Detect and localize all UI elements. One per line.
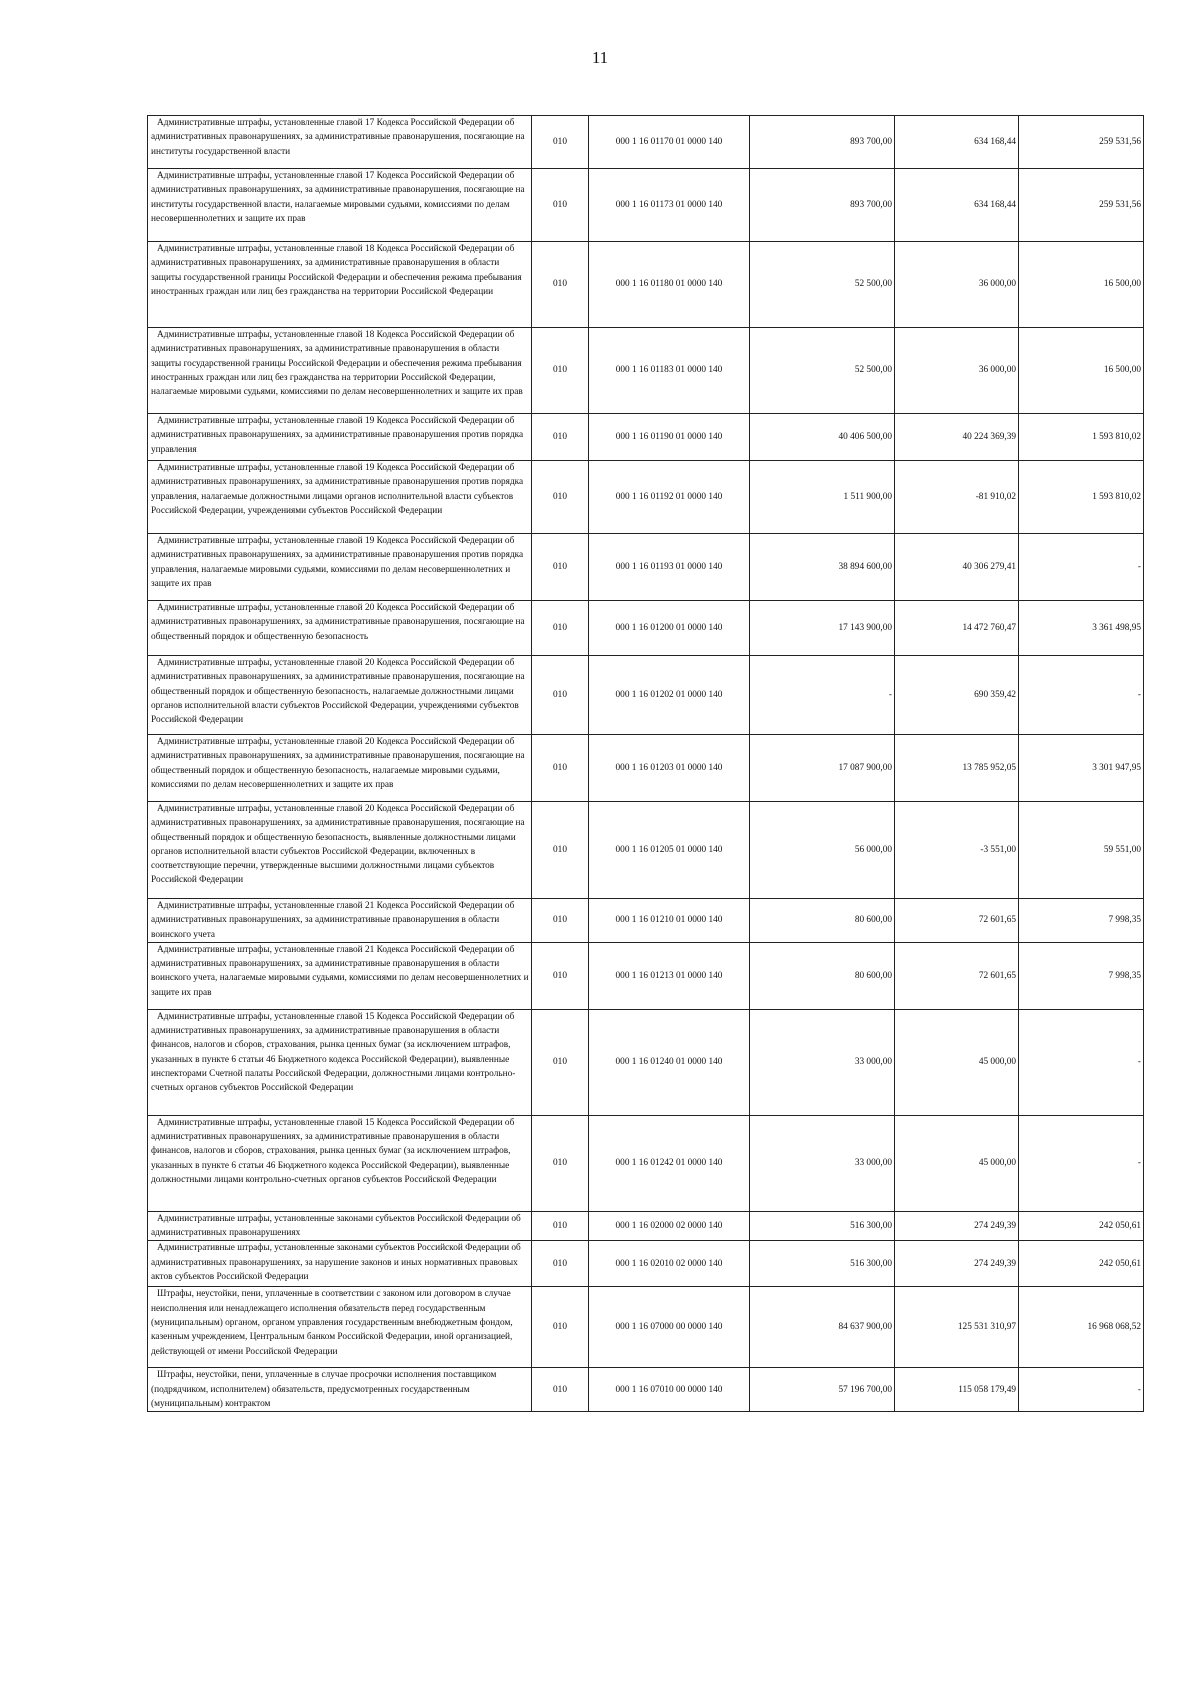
row-description xyxy=(148,942,532,1009)
row-executed-amount: 45 000,00 xyxy=(895,1115,1019,1211)
row-executed-amount: 125 531 310,97 xyxy=(895,1287,1019,1368)
row-approved-amount: 52 500,00 xyxy=(750,328,895,414)
table-row xyxy=(148,328,1144,414)
table-row xyxy=(148,1287,1144,1368)
table-row xyxy=(148,1211,1144,1241)
row-line-code: 010 xyxy=(532,601,589,656)
row-description xyxy=(148,735,532,802)
row-description-text: Административные штрафы, установленные главой 20 Кодекса Российской Федерации об административных правонарушениях, за административные правонарушения, посягающие на общественный порядок и общественную безопасность, налагаемые мировыми судьями, комиссиями по делам несовершеннолетних и защите их прав xyxy=(151,737,525,790)
row-approved-amount: 80 600,00 xyxy=(750,942,895,1009)
row-unexecuted-amount: - xyxy=(1019,1115,1144,1211)
row-line-code: 010 xyxy=(532,1287,589,1368)
row-executed-amount: 72 601,65 xyxy=(895,899,1019,943)
row-unexecuted-amount: - xyxy=(1019,1368,1144,1412)
table-row xyxy=(148,1009,1144,1115)
row-description xyxy=(148,242,532,328)
row-executed-amount: 634 168,44 xyxy=(895,116,1019,169)
row-income-code: 000 1 16 02000 02 0000 140 xyxy=(589,1211,750,1241)
row-unexecuted-amount: 16 500,00 xyxy=(1019,242,1144,328)
row-unexecuted-amount: 1 593 810,02 xyxy=(1019,461,1144,534)
row-income-code: 000 1 16 01240 01 0000 140 xyxy=(589,1009,750,1115)
row-executed-amount: -3 551,00 xyxy=(895,802,1019,899)
row-income-code: 000 1 16 01193 01 0000 140 xyxy=(589,534,750,601)
row-income-code: 000 1 16 01203 01 0000 140 xyxy=(589,735,750,802)
row-income-code: 000 1 16 01213 01 0000 140 xyxy=(589,942,750,1009)
row-description-text: Административные штрафы, установленные главой 19 Кодекса Российской Федерации об административных правонарушениях, за административные правонарушения против порядка управления xyxy=(151,416,524,455)
row-description xyxy=(148,1211,532,1241)
row-description-text: Административные штрафы, установленные главой 18 Кодекса Российской Федерации об административных правонарушениях, за административные правонарушения в области защиты государственной границы Российской Федерации и обеспечения режима пребывания иностранных граждан или лиц без гражданства на территории Российской Федерации xyxy=(151,244,522,297)
row-executed-amount: 690 359,42 xyxy=(895,656,1019,735)
row-line-code: 010 xyxy=(532,899,589,943)
row-approved-amount: 33 000,00 xyxy=(750,1115,895,1211)
row-line-code: 010 xyxy=(532,534,589,601)
row-description-text: Штрафы, неустойки, пени, уплаченные в случае просрочки исполнения поставщиком (подрядчиком, исполнителем) обязательств, предусмотренных государственным (муниципальным) контрактом xyxy=(151,1370,497,1410)
row-line-code: 010 xyxy=(532,1009,589,1115)
row-line-code: 010 xyxy=(532,1241,589,1287)
row-line-code: 010 xyxy=(532,328,589,414)
row-line-code: 010 xyxy=(532,414,589,461)
row-line-code: 010 xyxy=(532,1368,589,1412)
row-executed-amount: 40 224 369,39 xyxy=(895,414,1019,461)
row-income-code: 000 1 16 01205 01 0000 140 xyxy=(589,802,750,899)
row-approved-amount: - xyxy=(750,656,895,735)
row-description-text: Административные штрафы, установленные главой 17 Кодекса Российской Федерации об административных правонарушениях, за административные правонарушения, посягающие на институты государственной власти xyxy=(151,118,525,157)
row-approved-amount: 33 000,00 xyxy=(750,1009,895,1115)
row-line-code: 010 xyxy=(532,942,589,1009)
row-approved-amount: 57 196 700,00 xyxy=(750,1368,895,1412)
table-body xyxy=(148,116,1144,1412)
row-income-code: 000 1 16 01170 01 0000 140 xyxy=(589,116,750,169)
row-unexecuted-amount: 16 500,00 xyxy=(1019,328,1144,414)
row-income-code: 000 1 16 01210 01 0000 140 xyxy=(589,899,750,943)
row-income-code: 000 1 16 01202 01 0000 140 xyxy=(589,656,750,735)
row-executed-amount: 13 785 952,05 xyxy=(895,735,1019,802)
row-income-code: 000 1 16 01242 01 0000 140 xyxy=(589,1115,750,1211)
table-row xyxy=(148,656,1144,735)
row-description xyxy=(148,534,532,601)
row-unexecuted-amount: 242 050,61 xyxy=(1019,1211,1144,1241)
row-description-text: Штрафы, неустойки, пени, уплаченные в соответствии с законом или договором в случае неисполнения или ненадлежащего исполнения обязательств перед государственным (муниципальным) органом, органом управления государственным внебюджетным фондом, казенным учреждением, Центральным банком Российской Федерации, иной организацией, действующей от имени Российской Федерации xyxy=(151,1289,513,1357)
table-row xyxy=(148,414,1144,461)
row-income-code: 000 1 16 01192 01 0000 140 xyxy=(589,461,750,534)
row-approved-amount: 516 300,00 xyxy=(750,1211,895,1241)
row-executed-amount: 40 306 279,41 xyxy=(895,534,1019,601)
row-executed-amount: 115 058 179,49 xyxy=(895,1368,1019,1412)
row-executed-amount: -81 910,02 xyxy=(895,461,1019,534)
row-unexecuted-amount: 1 593 810,02 xyxy=(1019,414,1144,461)
row-description-text: Административные штрафы, установленные главой 20 Кодекса Российской Федерации об административных правонарушениях, за административные правонарушения, посягающие на общественный порядок и общественную безопасность, налагаемые должностными лицами органов исполнительной власти субъектов Российской Федерации, учреждениями субъектов Российской Федерации xyxy=(151,658,525,726)
row-line-code: 010 xyxy=(532,735,589,802)
row-executed-amount: 634 168,44 xyxy=(895,169,1019,242)
row-description xyxy=(148,802,532,899)
table-row xyxy=(148,169,1144,242)
row-approved-amount: 893 700,00 xyxy=(750,169,895,242)
table-row xyxy=(148,242,1144,328)
row-approved-amount: 38 894 600,00 xyxy=(750,534,895,601)
row-line-code: 010 xyxy=(532,242,589,328)
row-description xyxy=(148,899,532,943)
row-approved-amount: 17 087 900,00 xyxy=(750,735,895,802)
row-executed-amount: 274 249,39 xyxy=(895,1211,1019,1241)
row-executed-amount: 274 249,39 xyxy=(895,1241,1019,1287)
row-unexecuted-amount: 59 551,00 xyxy=(1019,802,1144,899)
row-executed-amount: 45 000,00 xyxy=(895,1009,1019,1115)
row-income-code: 000 1 16 07000 00 0000 140 xyxy=(589,1287,750,1368)
table-row xyxy=(148,1241,1144,1287)
row-approved-amount: 80 600,00 xyxy=(750,899,895,943)
row-line-code: 010 xyxy=(532,1115,589,1211)
row-description xyxy=(148,1241,532,1287)
row-unexecuted-amount: 3 301 947,95 xyxy=(1019,735,1144,802)
row-approved-amount: 40 406 500,00 xyxy=(750,414,895,461)
row-description xyxy=(148,1115,532,1211)
row-line-code: 010 xyxy=(532,802,589,899)
row-description-text: Административные штрафы, установленные главой 20 Кодекса Российской Федерации об административных правонарушениях, за административные правонарушения, посягающие на общественный порядок и общественную безопасность xyxy=(151,603,525,642)
row-line-code: 010 xyxy=(532,656,589,735)
row-line-code: 010 xyxy=(532,116,589,169)
row-description-text: Административные штрафы, установленные главой 15 Кодекса Российской Федерации об административных правонарушениях, за административные правонарушения в области финансов, налогов и сборов, страхования, рынка ценных бумаг (за исключением штрафов, указанных в пункте 6 статьи 46 Бюджетного кодекса Российской Федерации), выявленные должностными лицами контрольно-счетных органов субъектов Российской Федерации xyxy=(151,1117,515,1186)
row-executed-amount: 72 601,65 xyxy=(895,942,1019,1009)
row-unexecuted-amount: - xyxy=(1019,656,1144,735)
table-row xyxy=(148,461,1144,534)
row-unexecuted-amount: - xyxy=(1019,534,1144,601)
row-executed-amount: 14 472 760,47 xyxy=(895,601,1019,656)
row-income-code: 000 1 16 01190 01 0000 140 xyxy=(589,414,750,461)
table-row xyxy=(148,942,1144,1009)
row-income-code: 000 1 16 01173 01 0000 140 xyxy=(589,169,750,242)
row-description-text: Административные штрафы, установленные главой 15 Кодекса Российской Федерации об административных правонарушениях, за административные правонарушения в области финансов, налогов и сборов, страхования, рынка ценных бумаг (за исключением штрафов, указанных в пункте 6 статьи 46 Бюджетного кодекса Российской Федерации), выявленные инспекторами Счетной палаты Российской Федерации, должностными лицами контрольно-счетных органов субъектов Российской Федерации xyxy=(151,1011,516,1094)
row-description xyxy=(148,414,532,461)
table-row xyxy=(148,116,1144,169)
table-row xyxy=(148,534,1144,601)
row-description-text: Административные штрафы, установленные законами субъектов Российской Федерации об административных правонарушениях xyxy=(151,1213,521,1239)
row-description xyxy=(148,1368,532,1412)
row-description xyxy=(148,328,532,414)
table-row xyxy=(148,601,1144,656)
row-unexecuted-amount: 7 998,35 xyxy=(1019,942,1144,1009)
row-unexecuted-amount: 16 968 068,52 xyxy=(1019,1287,1144,1368)
row-description-text: Административные штрафы, установленные главой 20 Кодекса Российской Федерации об административных правонарушениях, за административные правонарушения, посягающие на общественный порядок и общественную безопасность, выявленные должностными лицами органов исполнительной власти субъектов Российской Федерации, включенных в соответствующие перечни, утвержденные высшими должностными лицами субъектов Российской Федерации xyxy=(151,804,525,886)
row-income-code: 000 1 16 01183 01 0000 140 xyxy=(589,328,750,414)
row-approved-amount: 17 143 900,00 xyxy=(750,601,895,656)
row-description-text: Административные штрафы, установленные главой 17 Кодекса Российской Федерации об административных правонарушениях, за административные правонарушения, посягающие на институты государственной власти, налагаемые мировыми судьями, комиссиями по делам несовершеннолетних и защите их прав xyxy=(151,171,525,224)
row-income-code: 000 1 16 07010 00 0000 140 xyxy=(589,1368,750,1412)
table-row xyxy=(148,1368,1144,1412)
table-row xyxy=(148,802,1144,899)
page-number: 11 xyxy=(591,48,609,67)
row-line-code: 010 xyxy=(532,461,589,534)
row-description-text: Административные штрафы, установленные главой 21 Кодекса Российской Федерации об административных правонарушениях, за административные правонарушения в области воинского учета xyxy=(151,901,515,940)
row-description-text: Административные штрафы, установленные главой 21 Кодекса Российской Федерации об административных правонарушениях, за административные правонарушения в области воинского учета, налагаемые мировыми судьями, комиссиями по делам несовершеннолетних и защите их прав xyxy=(151,944,529,998)
row-line-code: 010 xyxy=(532,1211,589,1241)
row-income-code: 000 1 16 01180 01 0000 140 xyxy=(589,242,750,328)
row-approved-amount: 56 000,00 xyxy=(750,802,895,899)
row-description-text: Административные штрафы, установленные главой 18 Кодекса Российской Федерации об административных правонарушениях, за административные правонарушения в области защиты государственной границы Российской Федерации и обеспечения режима пребывания иностранных граждан или лиц без гражданства на территории Российской Федерации, налагаемые мировыми судьями, комиссиями по делам несовершеннолетних и защите их прав xyxy=(151,330,523,398)
table-row xyxy=(148,899,1144,943)
row-description xyxy=(148,1287,532,1368)
row-unexecuted-amount: 259 531,56 xyxy=(1019,116,1144,169)
row-description xyxy=(148,461,532,534)
row-unexecuted-amount: 7 998,35 xyxy=(1019,899,1144,943)
row-income-code: 000 1 16 02010 02 0000 140 xyxy=(589,1241,750,1287)
table-row xyxy=(148,735,1144,802)
row-unexecuted-amount: 3 361 498,95 xyxy=(1019,601,1144,656)
row-approved-amount: 84 637 900,00 xyxy=(750,1287,895,1368)
row-unexecuted-amount: - xyxy=(1019,1009,1144,1115)
row-unexecuted-amount: 259 531,56 xyxy=(1019,169,1144,242)
row-executed-amount: 36 000,00 xyxy=(895,242,1019,328)
row-line-code: 010 xyxy=(532,169,589,242)
row-unexecuted-amount: 242 050,61 xyxy=(1019,1241,1144,1287)
row-approved-amount: 893 700,00 xyxy=(750,116,895,169)
row-description xyxy=(148,116,532,169)
row-description xyxy=(148,656,532,735)
row-description xyxy=(148,1009,532,1115)
row-approved-amount: 1 511 900,00 xyxy=(750,461,895,534)
row-description-text: Административные штрафы, установленные главой 19 Кодекса Российской Федерации об административных правонарушениях, за административные правонарушения против порядка управления, налагаемые должностными лицами органов исполнительной власти субъектов Российской Федерации, учреждениями субъектов Российской Федерации xyxy=(151,463,524,516)
row-description xyxy=(148,169,532,242)
row-description-text: Административные штрафы, установленные главой 19 Кодекса Российской Федерации об административных правонарушениях, за административные правонарушения против порядка управления, налагаемые мировыми судьями, комиссиями по делам несовершеннолетних и защите их прав xyxy=(151,536,524,589)
row-approved-amount: 52 500,00 xyxy=(750,242,895,328)
row-income-code: 000 1 16 01200 01 0000 140 xyxy=(589,601,750,656)
row-executed-amount: 36 000,00 xyxy=(895,328,1019,414)
budget-execution-table xyxy=(147,115,1144,1412)
row-approved-amount: 516 300,00 xyxy=(750,1241,895,1287)
table-row xyxy=(148,1115,1144,1211)
row-description-text: Административные штрафы, установленные законами субъектов Российской Федерации об административных правонарушениях, за нарушение законов и иных нормативных правовых актов субъектов Российской Федерации xyxy=(151,1243,521,1283)
row-description xyxy=(148,601,532,656)
